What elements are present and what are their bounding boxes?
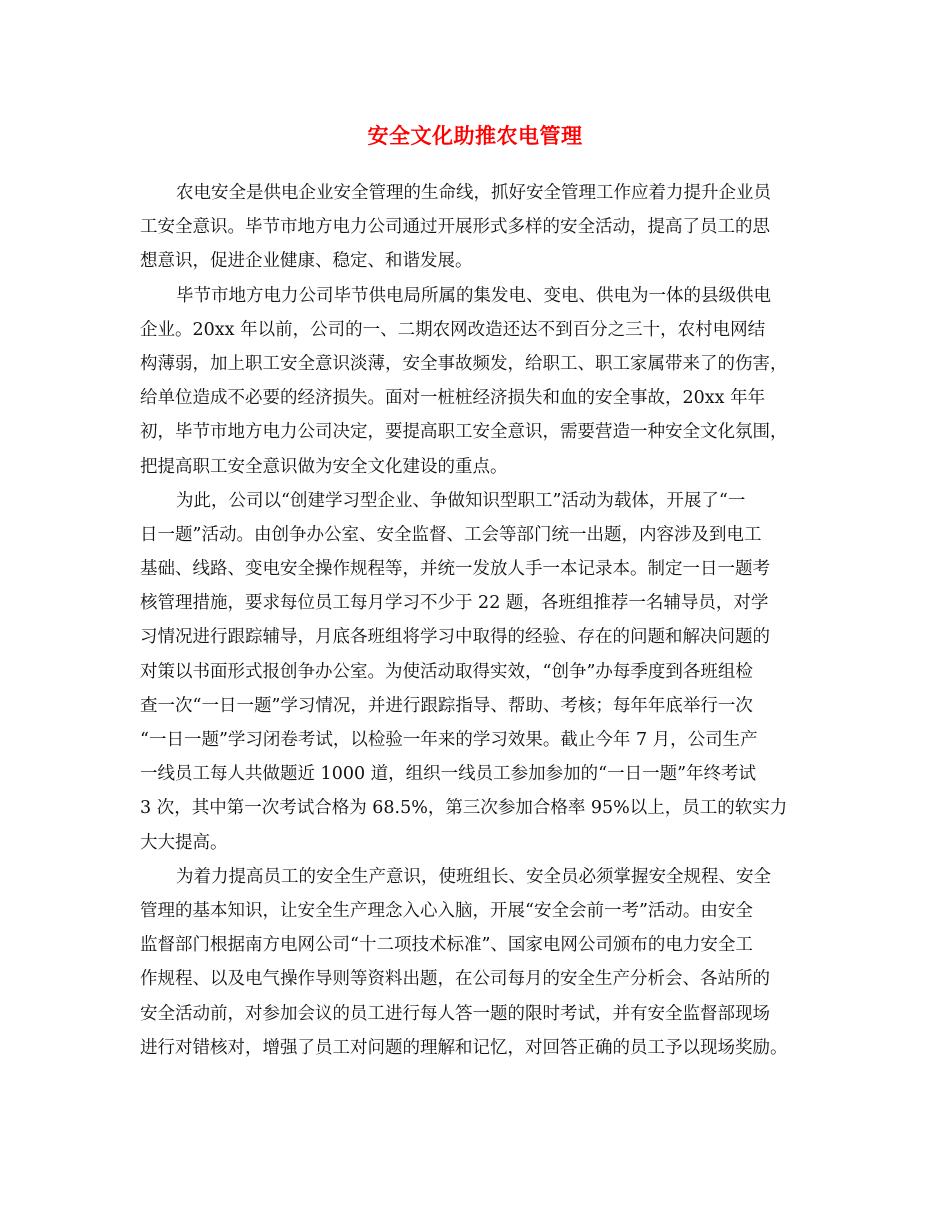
paragraph-2-line-2: 企业。20xx 年以前，公司的一、二期农网改造还达不到百分之三十，农村电网结 — [140, 319, 766, 340]
paragraph-3-line-9: 一线员工每人共做题近 1000 道，组织一线员工参加参加的“一日一题”年终考试 — [140, 764, 757, 785]
paragraph-1-line-3: 想意识，促进企业健康、稳定、和谐发展。 — [140, 251, 473, 272]
paragraph-3-line-7: 查一次“一日一题”学习情况，并进行跟踪指导、帮助、考核；每年年底举行一次 — [140, 695, 753, 716]
paragraph-2-line-1: 毕节市地方电力公司毕节供电局所属的集发电、变电、供电为一体的县级供电 — [176, 285, 771, 306]
paragraph-3-line-8: “一日一题”学习闭卷考试，以检验一年来的学习效果。截止今年 7 月，公司生产 — [140, 730, 758, 750]
document-title: 安全文化助推农电管理 — [367, 123, 583, 148]
paragraph-4-line-1: 为着力提高员工的安全生产意识，使班组长、安全员必须掌握安全规程、安全 — [176, 866, 771, 887]
paragraph-3-line-6: 对策以书面形式报创争办公室。为使活动取得实效，“创争”办每季度到各班组检 — [140, 661, 753, 682]
paragraph-2-line-3: 构薄弱，加上职工安全意识淡薄，安全事故频发，给职工、职工家属带来了的伤害， — [140, 353, 788, 374]
paragraph-4-line-3: 监督部门根据南方电网公司“十二项技术标准”、国家电网公司颁布的电力安全工 — [140, 935, 753, 956]
paragraph-1-line-2: 工安全意识。毕节市地方电力公司通过开展形式多样的安全活动，提高了员工的思 — [140, 217, 770, 238]
paragraph-3-line-3: 基础、线路、变电安全操作规程等，并统一发放人手一本记录本。制定一日一题考 — [140, 559, 770, 580]
paragraph-1-line-1: 农电安全是供电企业安全管理的生命线，抓好安全管理工作应着力提升企业员 — [176, 183, 771, 203]
paragraph-2-line-4: 给单位造成不必要的经济损失。面对一桩桩经济损失和血的安全事故，20xx 年年 — [140, 388, 766, 409]
paragraph-4-line-5: 安全活动前，对参加会议的员工进行每人答一题的限时考试，并有安全监督部现场 — [140, 1003, 770, 1024]
document-body — [140, 176, 825, 1065]
paragraph-4-line-6: 进行对错核对，增强了员工对问题的理解和记忆，对回答正确的员工予以现场奖励。 — [140, 1037, 788, 1058]
paragraph-3-line-4: 核管理措施，要求每位员工每月学习不少于 22 题，各班组推荐一名辅导员，对学 — [140, 593, 769, 614]
paragraph-3-line-10: 3 次，其中第一次考试合格为 68.5%，第三次参加合格率 95%以上，员工的软实力 — [140, 798, 788, 819]
paragraph-2-line-5: 初，毕节市地方电力公司决定，要提高职工安全意识，需要营造一种安全文化氛围， — [140, 422, 788, 443]
paragraph-3-line-11: 大大提高。 — [140, 832, 228, 853]
paragraph-3-line-2: 日一题”活动。由创争办公室、安全监督、工会等部门统一出题，内容涉及到电工 — [140, 524, 762, 545]
paragraph-4-line-4: 作规程、以及电气操作导则等资料出题，在公司每月的安全生产分析会、各站所的 — [140, 969, 770, 990]
paragraph-3-line-1: 为此，公司以“创建学习型企业、争做知识型职工”活动为载体，开展了“一 — [176, 490, 746, 511]
paragraph-2-line-6: 把提高职工安全意识做为安全文化建设的重点。 — [140, 456, 508, 477]
paragraph-3-line-5: 习情况进行跟踪辅导，月底各班组将学习中取得的经验、存在的问题和解决问题的 — [140, 627, 770, 648]
paragraph-4-line-2: 管理的基本知识，让安全生产理念入心入脑，开展“安全会前一考”活动。由安全 — [140, 900, 753, 921]
